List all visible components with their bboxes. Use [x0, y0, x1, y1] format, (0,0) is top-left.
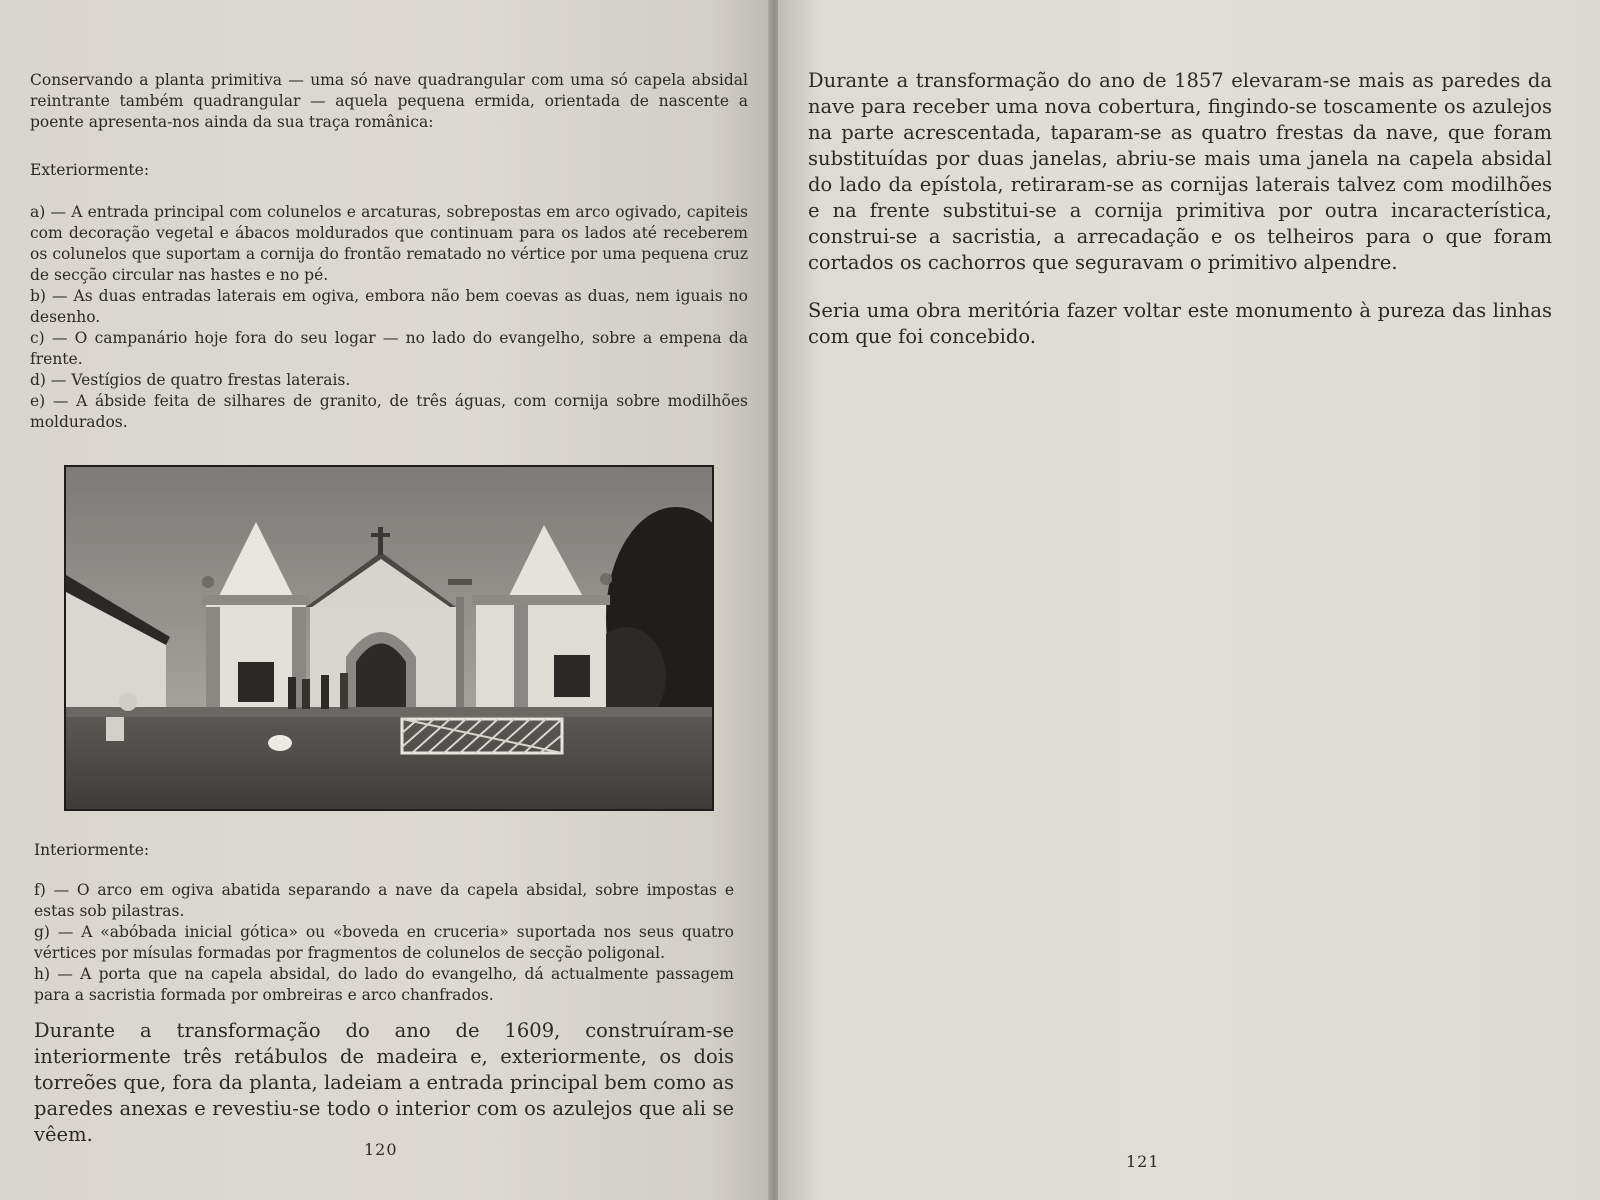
- list-item: g) — A «abóbada inicial gótica» ou «boveda en cruceria» suportada nos seus quatro vértices por mísulas formadas por fragmentos de colunelos de secção poligonal.: [34, 923, 734, 962]
- list-item: a) — A entrada principal com colunelos e arcaturas, sobrepostas em arco ogivado, capiteis com decoração vegetal e ábacos moldurados que continuam para os lados até receberem os colunelos que suportam a cornija do frontão rematado no vértice por uma pequena cruz de secção circular nas hastes e no pé.: [30, 203, 748, 284]
- left-page: [0, 0, 772, 1200]
- list-item: h) — A porta que na capela absidal, do lado do evangelho, dá actualmente passagem para a sacristia formada por ombreiras e arco chanfrados.: [34, 965, 734, 1004]
- list-item: d) — Vestígios de quatro frestas laterais.: [30, 371, 351, 389]
- page-number-left: 120: [364, 1140, 398, 1159]
- right-paragraph-2: Seria uma obra meritória fazer voltar este monumento à pureza das linhas com que foi concebido.: [808, 299, 1552, 348]
- intro-paragraph: Conservando a planta primitiva — uma só nave quadrangular com uma só capela absidal reintrante também quadrangular — aquela pequena ermida, orientada de nascente a poente apresenta-nos ainda da sua traça românica:: [30, 71, 748, 131]
- exterior-list: [30, 202, 748, 433]
- exterior-heading: Exteriormente:: [30, 161, 150, 179]
- right-paragraph-1: Durante a transformação do ano de 1857 elevaram-se mais as paredes da nave para receber uma nova cobertura, fingindo-se toscamente os azulejos na parte acrescentada, taparam-se as quatro frestas da nave, que foram substituídas por duas janelas, abriu-se mais uma janela na capela absidal do lado da epístola, retiraram-se as cornijas laterais talvez com modilhões e na frente substitui-se a cornija primitiva por outra incaracterística, construi-se a sacristia, a arrecadação e os telheiros para o que foram cortados os cachorros que seguravam o primitivo alpendre.: [808, 69, 1552, 274]
- list-item: b) — As duas entradas laterais em ogiva, embora não bem coevas as duas, nem iguais no desenho.: [30, 287, 748, 326]
- closing-paragraph: Durante a transformação do ano de 1609, construíram-se interiormente três retábulos de madeira e, exteriormente, os dois torreões que, fora da planta, ladeiam a entrada principal bem como as paredes anexas e revestiu-se todo o interior com os azulejos que ali se vêem.: [34, 1019, 734, 1146]
- list-item: f) — O arco em ogiva abatida separando a nave da capela absidal, sobre impostas e estas sob pilastras.: [34, 881, 734, 920]
- page-number-right: 121: [1126, 1152, 1160, 1171]
- list-item: e) — A ábside feita de silhares de granito, de três águas, com cornija sobre modilhões moldurados.: [30, 392, 748, 431]
- list-item: c) — O campanário hoje fora do seu logar — no lado do evangelho, sobre a empena da frente.: [30, 329, 748, 368]
- interior-heading: Interiormente:: [34, 841, 150, 859]
- interior-list: [34, 880, 734, 1006]
- chapel-photograph: [64, 465, 714, 811]
